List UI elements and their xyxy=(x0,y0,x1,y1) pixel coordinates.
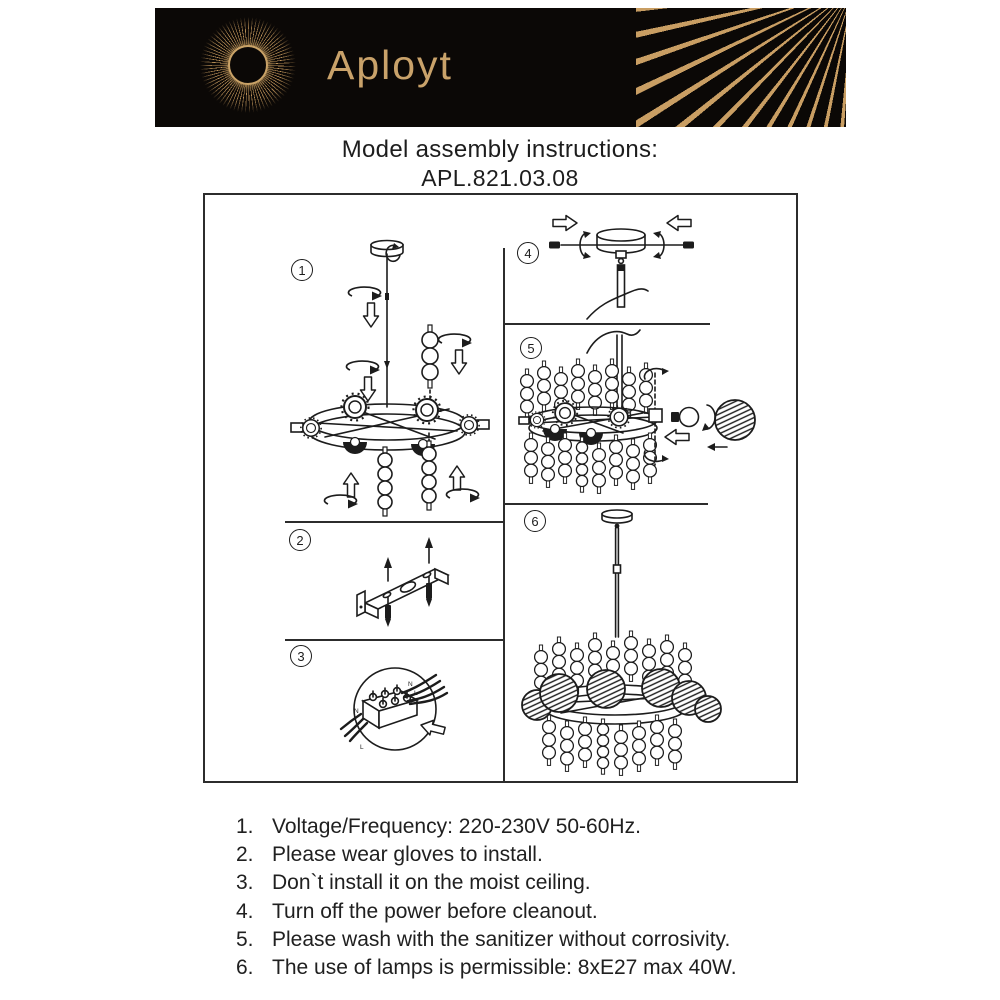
item-number: 5. xyxy=(236,927,254,951)
wire-label-l-in: L xyxy=(414,690,418,697)
brand-header xyxy=(155,8,846,127)
panel-step2-mounting-bracket xyxy=(205,523,503,639)
instruction-item xyxy=(236,869,936,897)
item-number: 6. xyxy=(236,956,254,980)
step-badge-1: 1 xyxy=(291,259,313,281)
instruction-item xyxy=(236,954,936,982)
step-badge-2: 2 xyxy=(289,529,311,551)
instruction-item xyxy=(236,813,936,841)
wire-label-n-in: N xyxy=(408,681,413,688)
instruction-list xyxy=(196,813,936,982)
page-title: Model assembly instructions: xyxy=(341,136,659,163)
rays-decoration-icon xyxy=(636,8,846,127)
instruction-item xyxy=(236,926,936,954)
step-badge-3: 3 xyxy=(290,645,312,667)
wire-label-n-out: N xyxy=(354,708,359,715)
step-badge-5: 5 xyxy=(520,337,542,359)
instruction-item xyxy=(236,898,936,926)
item-number: 2. xyxy=(236,843,254,867)
instruction-item xyxy=(236,841,936,869)
item-number: 4. xyxy=(236,899,254,923)
panel-step3-wiring xyxy=(205,641,503,781)
item-text: Turn off the power before cleanout. xyxy=(272,899,598,923)
item-text: Voltage/Frequency: 220-230V 50-60Hz. xyxy=(272,815,641,838)
item-text: Please wear gloves to install. xyxy=(272,843,543,867)
model-number: APL.821.03.08 xyxy=(421,165,579,191)
panel-step6-finished-chandelier xyxy=(503,505,796,781)
panel-step4-canopy xyxy=(503,195,796,323)
starburst-logo-icon xyxy=(200,17,296,113)
panel-step5-bulb-and-shade xyxy=(503,325,796,503)
brand-name: Aployt xyxy=(327,41,453,88)
assembly-diagram xyxy=(203,193,798,783)
item-number: 3. xyxy=(236,871,254,895)
wire-label-l-out: L xyxy=(360,744,364,751)
item-text: The use of lamps is permissible: 8xE27 max 40W. xyxy=(272,956,737,980)
item-text: Please wash with the sanitizer without corrosivity. xyxy=(272,927,731,951)
item-number: 1. xyxy=(236,815,254,838)
item-text: Don`t install it on the moist ceiling. xyxy=(272,871,591,895)
step-badge-4: 4 xyxy=(517,242,539,264)
panel-step1-frame-and-strands xyxy=(205,195,503,521)
step-badge-6: 6 xyxy=(524,510,546,532)
